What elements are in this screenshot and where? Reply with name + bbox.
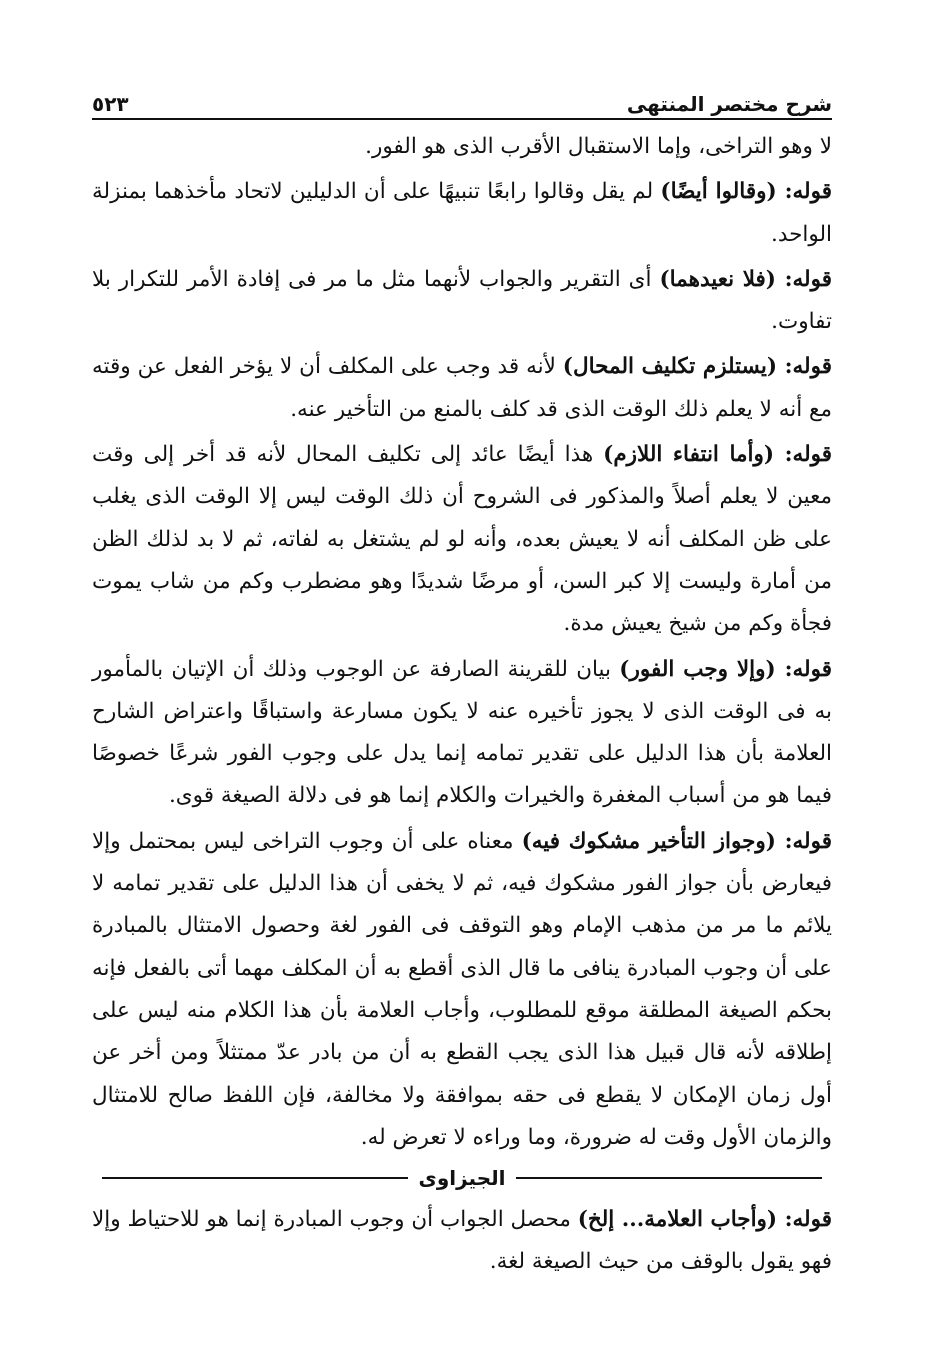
commentary-title: الجيزاوى	[418, 1166, 506, 1191]
paragraph-7: قوله: (وجواز التأخير مشكوك فيه) معناه على أن وجوب التراخى ليس بمحتمل وإلا فيعارض بأن جواز الفور مشكوك فيه، ثم لا يخفى أن هذا الدليل على تقدير تمامه لا يلائم ما مر من مذهب الإمام وهو التوقف فى الفور لغة وحصول الامتثال بالمبادرة على أن وجوب المبادرة ينافى ما قال الذى أقطع به أن المكلف مهما أتى بالفعل فإنه بحكم الصيغة المطلقة موقع للمطلوب، وأجاب العلامة بأن هذا الكلام منه ليس على إطلاقه لأنه قال قبيل هذا الذى يجب القطع به أن من بادر عدّ ممتثلاً ومن أخر عن أول زمان الإمكان لا يقطع فى حقه بموافقة ولا مخالفة، فإن اللفظ صالح للامتثال والزمان الأول وقت له ضرورة، وما وراءه لا تعرض له.	[92, 828, 832, 1150]
main-text	[92, 126, 832, 1159]
divider-line-left	[102, 1177, 409, 1179]
page-number: ٥٢٣	[92, 92, 129, 116]
paragraph-1: لا وهو التراخى، وإما الاستقبال الأقرب الذى هو الفور.	[365, 134, 832, 159]
book-page	[92, 78, 832, 1284]
book-title: شرح مختصر المنتهى	[626, 92, 832, 116]
page-header	[92, 78, 832, 120]
paragraph-6: قوله: (وإلا وجب الفور) بيان للقرينة الصارفة عن الوجوب وذلك أن الإتيان بالمأمور به فى الوقت الذى لا يجوز تأخيره عنه لا يكون مسارعة واستباقًا واعتراض الشارح العلامة بأن هذا الدليل على تقدير تمامه إنما يدل على وجوب الفور شرعًا خصوصًا فيما هو من أسباب المغفرة والخيرات والكلام إنما هو فى دلالة الصيغة قوى.	[92, 656, 832, 809]
paragraph-5: قوله: (وأما انتفاء اللازم) هذا أيضًا عائد إلى تكليف المحال لأنه قد أخر إلى وقت معين لا يعلم أصلاً والمذكور فى الشروح أن ذلك الوقت ليس إلا الوقت الذى يغلب على ظن المكلف أنه لا يعيش بعده، وأنه لو لم يشتغل به لفاته، ثم لا بد لذلك الظن من أمارة وليست إلا كبر السن، أو مرضًا شديدًا وهو مضطرب وكم من شاب يموت فجأة وكم من شيخ يعيش مدة.	[92, 442, 833, 637]
paragraph-2: قوله: (وقالوا أيضًا) لم يقل وقالوا رابعًا تنبيهًا على أن الدليلين لاتحاد مأخذهما بمنزلة الواحد.	[92, 179, 832, 247]
commentary-paragraph-1: قوله: (وأجاب العلامة... إلخ) محصل الجواب أن وجوب المبادرة إنما هو للاحتياط وإلا فهو يقول بالوقف من حيث الصيغة لغة.	[92, 1207, 832, 1275]
paragraph-3: قوله: (فلا نعيدهما) أى التقرير والجواب لأنهما مثل ما مر فى إفادة الأمر للتكرار بلا تفاوت.	[92, 266, 832, 335]
commentary-text	[92, 1199, 832, 1284]
divider-line-right	[516, 1177, 823, 1179]
commentary-divider	[92, 1163, 832, 1193]
paragraph-4: قوله: (يستلزم تكليف المحال) لأنه قد وجب على المكلف أن لا يؤخر الفعل عن وقته مع أنه لا يعلم ذلك الوقت الذى قد كلف بالمنع من التأخير عنه.	[92, 354, 832, 422]
